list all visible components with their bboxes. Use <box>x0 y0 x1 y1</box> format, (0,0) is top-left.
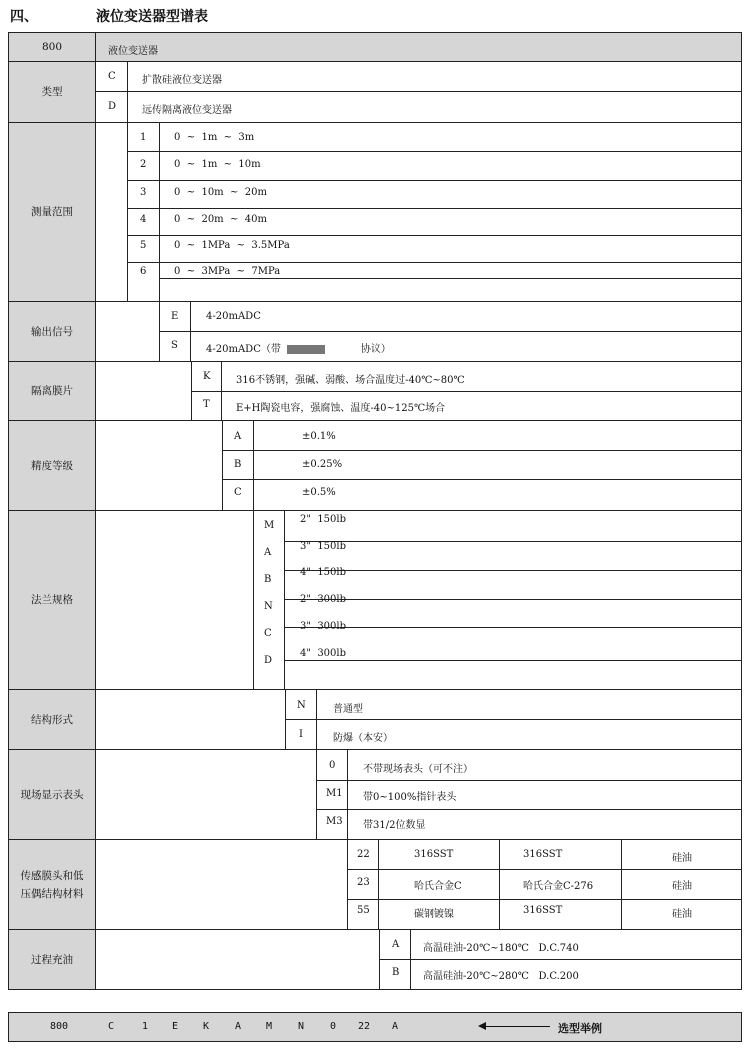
accuracy-desc-c: ±0.5% <box>302 487 336 498</box>
accuracy-code-c: C <box>234 487 242 498</box>
structure-label: 结构形式 <box>9 690 95 749</box>
range-code-3: 3 <box>140 187 147 198</box>
structure-code-n: N <box>297 700 306 711</box>
range-code-2: 2 <box>140 159 147 170</box>
type-desc-d: 远传隔离液位变送器 <box>142 105 232 116</box>
material-b-22: 316SST <box>523 849 563 860</box>
flange-code-n: N <box>264 601 273 612</box>
example-label: 选型举例 <box>558 1022 602 1035</box>
flange-desc-d: 4" 300lb <box>300 648 347 659</box>
diaphragm-desc-t: E+H陶瓷电容，强腐蚀、温度-40~125℃场合 <box>236 403 446 414</box>
diaphragm-code-t: T <box>203 399 210 410</box>
example-arrow-icon <box>478 1022 486 1030</box>
output-code-s: S <box>171 340 178 351</box>
structure-desc-i: 防爆（本安） <box>333 733 393 744</box>
diaphragm-desc-k: 316不锈钢，强碱、弱酸、场合温度过-40℃~80℃ <box>236 375 465 386</box>
flange-desc-m: 2" 150lb <box>300 514 347 525</box>
accuracy-code-a: A <box>234 431 242 442</box>
diaphragm-code-k: K <box>203 371 211 382</box>
accuracy-desc-a: ±0.1% <box>302 431 336 442</box>
output-code-e: E <box>171 311 179 322</box>
section-title: 液位变送器型谱表 <box>96 9 208 25</box>
example-arrow-shaft <box>480 1026 550 1027</box>
output-desc-e: 4-20mADC <box>206 311 261 322</box>
material-code-23: 23 <box>357 877 370 888</box>
range-code-5: 5 <box>140 240 147 251</box>
display-code-m3: M3 <box>326 816 343 827</box>
structure-code-i: I <box>299 729 303 740</box>
accuracy-code-b: B <box>234 459 242 470</box>
material-code-22: 22 <box>357 849 370 860</box>
example-code-diaphragm: K <box>203 1021 210 1032</box>
material-c-22: 硅油 <box>672 853 692 864</box>
flange-code-b: B <box>264 574 272 585</box>
flange-code-d: D <box>264 655 273 666</box>
range-desc-3: 0 ~ 10m ~ 20m <box>174 187 267 198</box>
output-label: 输出信号 <box>9 302 95 361</box>
range-code-6: 6 <box>140 266 147 277</box>
fill-code-b: B <box>392 967 400 978</box>
example-code-display: 0 <box>330 1021 337 1032</box>
display-desc-m1: 带0~100%指针表头 <box>363 792 457 803</box>
example-code-accuracy: A <box>235 1021 242 1032</box>
material-b-23: 哈氏合金C-276 <box>523 881 594 892</box>
flange-code-a: A <box>264 547 272 558</box>
material-code-55: 55 <box>357 905 370 916</box>
display-code-0: 0 <box>329 760 336 771</box>
section-number: 四、 <box>10 9 38 25</box>
flange-desc-n: 2" 300lb <box>300 594 347 605</box>
flange-desc-c: 3" 300lb <box>300 621 347 632</box>
flange-code-c: C <box>264 628 272 639</box>
model-name: 液位变送器 <box>96 33 741 61</box>
range-code-1: 1 <box>140 132 147 143</box>
material-label <box>9 840 95 929</box>
range-desc-6: 0 ~ 3MPa ~ 7MPa <box>174 266 281 277</box>
example-code-structure: N <box>298 1021 305 1032</box>
fill-code-a: A <box>392 939 400 950</box>
fill-desc-a: 高温硅油-20℃~180℃ D.C.740 <box>423 943 579 954</box>
diaphragm-label: 隔离膜片 <box>9 362 95 420</box>
material-a-22: 316SST <box>414 849 454 860</box>
flange-desc-a: 3" 150lb <box>300 541 347 552</box>
type-desc-c: 扩散硅液位变送器 <box>142 75 222 86</box>
material-a-55: 碳钢镀镍 <box>414 909 454 920</box>
fill-desc-b: 高温硅油-20℃~280℃ D.C.200 <box>423 971 579 982</box>
fill-label: 过程充油 <box>9 930 95 989</box>
type-label: 类型 <box>9 62 95 122</box>
type-code-d: D <box>108 101 117 112</box>
material-c-55: 硅油 <box>672 909 692 920</box>
model-code: 800 <box>9 33 95 61</box>
display-desc-m3: 带31/2位数显 <box>363 820 426 831</box>
flange-code-m: M <box>264 520 275 531</box>
material-b-55: 316SST <box>523 905 563 916</box>
structure-desc-n: 普通型 <box>333 704 363 715</box>
spec-table <box>8 32 742 990</box>
example-code-range: 1 <box>142 1021 149 1032</box>
example-code-material: 22 <box>358 1021 371 1032</box>
range-desc-4: 0 ~ 20m ~ 40m <box>174 214 267 225</box>
type-code-c: C <box>108 71 116 82</box>
example-code-flange: M <box>266 1021 273 1032</box>
material-c-23: 硅油 <box>672 881 692 892</box>
output-desc-s-text: 4-20mADC（带 <box>206 344 281 355</box>
material-label-line1: 传感膜头和低 <box>20 869 84 882</box>
example-code-output: E <box>172 1021 179 1032</box>
flange-label: 法兰规格 <box>9 511 95 689</box>
example-code-fill: A <box>392 1021 399 1032</box>
section-heading <box>10 6 208 26</box>
example-code-type: C <box>108 1021 115 1032</box>
output-desc-s-suffix: 协议） <box>360 344 391 355</box>
range-desc-2: 0 ~ 1m ~ 10m <box>174 159 261 170</box>
range-desc-5: 0 ~ 1MPa ~ 3.5MPa <box>174 240 290 251</box>
display-code-m1: M1 <box>326 788 343 799</box>
accuracy-desc-b: ±0.25% <box>302 459 343 470</box>
accuracy-label: 精度等级 <box>9 421 95 510</box>
output-desc-s <box>206 340 391 355</box>
protocol-stamp-graphic <box>287 345 325 354</box>
range-desc-1: 0 ~ 1m ~ 3m <box>174 132 255 143</box>
range-code-4: 4 <box>140 214 147 225</box>
material-label-line2: 压偶结构材料 <box>20 887 84 900</box>
range-label: 测量范围 <box>9 123 95 301</box>
flange-desc-b: 4" 150lb <box>300 567 347 578</box>
display-desc-0: 不带现场表头（可不注） <box>363 764 473 775</box>
example-code-model: 800 <box>50 1021 69 1032</box>
material-a-23: 哈氏合金C <box>414 881 462 892</box>
display-label: 现场显示表头 <box>9 750 95 839</box>
example-bar <box>8 1012 742 1042</box>
